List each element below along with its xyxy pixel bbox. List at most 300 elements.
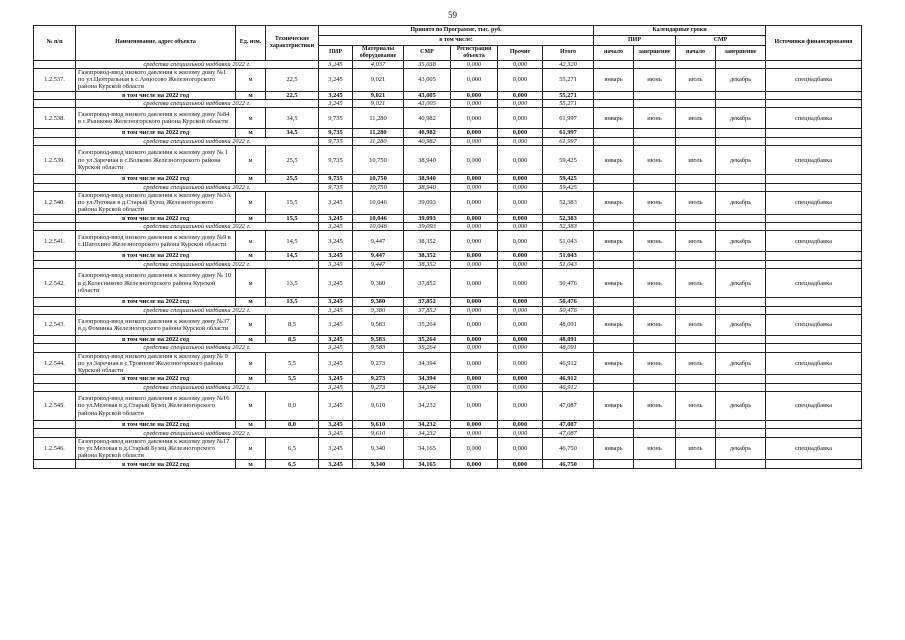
cell-registration: 0,000 [451, 191, 498, 214]
table-row-subtotal [34, 421, 862, 429]
cell [34, 344, 76, 352]
cell [676, 175, 716, 183]
cell-registration: 0,000 [451, 60, 498, 68]
cell [766, 460, 862, 468]
cell-registration: 0,000 [451, 146, 498, 175]
cell [34, 298, 76, 306]
cell-other: 0,000 [498, 108, 543, 129]
cell [716, 129, 766, 137]
unit: м [236, 335, 266, 343]
cell-total: 50,476 [543, 269, 594, 298]
table-row [34, 352, 862, 375]
object-name: Газопровод-ввод низкого давления к жилому дому № 10 в д.Колесниково Железногорского района Курской области [76, 269, 236, 298]
cell [634, 91, 676, 99]
cell-materials: 9,583 [353, 314, 404, 335]
cell-registration: 0,000 [451, 108, 498, 129]
smr-start: июль [676, 314, 716, 335]
unit: м [236, 146, 266, 175]
cell [766, 429, 862, 437]
source-label: средства специальной надбавки 2022 г. [76, 60, 319, 68]
cell [716, 429, 766, 437]
cell-total: 42,320 [543, 60, 594, 68]
table-row [34, 269, 862, 298]
pir-start: январь [594, 314, 634, 335]
cell-total: 51,043 [543, 260, 594, 268]
cell-reg: 0,000 [451, 344, 498, 352]
cell-materials: 9,380 [353, 306, 404, 314]
funding-source: спецнадбавка [766, 392, 862, 421]
header-total: Итого [543, 46, 594, 61]
item-number: 1.2.542. [34, 269, 76, 298]
cell-other: 0,000 [498, 383, 543, 391]
cell [34, 421, 76, 429]
smr-start: июль [676, 269, 716, 298]
cell [766, 252, 862, 260]
smr-end: декабрь [716, 231, 766, 252]
cell [676, 129, 716, 137]
smr-start: июль [676, 68, 716, 91]
table-row [34, 231, 862, 252]
tech-value: 8,5 [266, 335, 319, 343]
smr-start: июль [676, 352, 716, 375]
tech-value: 5,5 [266, 375, 319, 383]
cell-reg: 0,000 [451, 99, 498, 107]
cell-smr: 39,093 [404, 222, 451, 230]
unit: м [236, 252, 266, 260]
item-number: 1.2.546. [34, 437, 76, 460]
cell-total: 59,425 [543, 183, 594, 191]
cell [676, 298, 716, 306]
table-row [34, 191, 862, 214]
cell [766, 183, 862, 191]
cell-other: 0,000 [498, 460, 543, 468]
cell-smr: 35,264 [404, 314, 451, 335]
header-start: начало [594, 46, 634, 61]
cell [676, 260, 716, 268]
cell-total: 61,997 [543, 129, 594, 137]
unit: м [236, 375, 266, 383]
cell [634, 222, 676, 230]
header-num: № п/п [34, 26, 76, 61]
object-name: Газопровод-ввод низкого давления к жилому дому № 9 по ул.Заречная в с.Троянове Железногорского района Курской области [76, 352, 236, 375]
cell-total: 55,271 [543, 68, 594, 91]
cell [716, 335, 766, 343]
header-accepted: Принято по Программе, тыс. руб. [319, 26, 594, 36]
tech-value: 22,5 [266, 91, 319, 99]
cell-total: 50,476 [543, 306, 594, 314]
table-row-source [34, 429, 862, 437]
cell-reg: 0,000 [451, 335, 498, 343]
tech-value: 13,5 [266, 269, 319, 298]
cell [34, 60, 76, 68]
cell-other: 0,000 [498, 60, 543, 68]
cell [634, 383, 676, 391]
header-smr: СМР [404, 46, 451, 61]
cell [676, 137, 716, 145]
cell [634, 429, 676, 437]
cell-pir: 3,245 [319, 306, 353, 314]
cell-materials: 10,046 [353, 191, 404, 214]
table-row-subtotal [34, 375, 862, 383]
source-label: средства специальной надбавки 2022 г. [76, 222, 319, 230]
cell-smr: 34,394 [404, 383, 451, 391]
funding-source: спецнадбавка [766, 68, 862, 91]
cell-other: 0,000 [498, 129, 543, 137]
subtotal-label: в том числе на 2022 год [76, 252, 236, 260]
cell-pir: 3,245 [319, 222, 353, 230]
tech-value: 14,5 [266, 252, 319, 260]
pir-start: январь [594, 108, 634, 129]
smr-end: декабрь [716, 269, 766, 298]
cell [766, 175, 862, 183]
unit: м [236, 460, 266, 468]
funding-source: спецнадбавка [766, 314, 862, 335]
cell [716, 344, 766, 352]
cell-pir: 3,245 [319, 260, 353, 268]
cell [594, 421, 634, 429]
cell [34, 99, 76, 107]
cell [676, 306, 716, 314]
cell-pir: 3,245 [319, 231, 353, 252]
cell-total: 61,997 [543, 137, 594, 145]
table-row-subtotal [34, 214, 862, 222]
cell-pir: 9,735 [319, 146, 353, 175]
tech-value: 6,5 [266, 437, 319, 460]
cell-other: 0,000 [498, 335, 543, 343]
pir-end: июнь [634, 352, 676, 375]
cell-smr: 40,982 [404, 108, 451, 129]
cell-smr: 38,352 [404, 252, 451, 260]
cell [594, 383, 634, 391]
cell [634, 335, 676, 343]
cell-smr: 35,264 [404, 335, 451, 343]
cell-materials: 9,273 [353, 352, 404, 375]
header-incl: в том числе: [319, 36, 594, 46]
cell-total: 46,750 [543, 437, 594, 460]
cell-materials: 10,046 [353, 222, 404, 230]
cell [766, 60, 862, 68]
cell-smr: 34,394 [404, 352, 451, 375]
pir-start: январь [594, 352, 634, 375]
cell-smr: 38,940 [404, 183, 451, 191]
funding-source: спецнадбавка [766, 437, 862, 460]
item-number: 1.2.543. [34, 314, 76, 335]
cell-registration: 0,000 [451, 68, 498, 91]
cell-reg: 0,000 [451, 298, 498, 306]
smr-start: июль [676, 191, 716, 214]
cell [34, 429, 76, 437]
tech-value: 14,5 [266, 231, 319, 252]
pir-start: январь [594, 437, 634, 460]
object-name: Газопровод-ввод низкого давления к жилому дому № 1 по ул.Заречная в с.Волково Железногорского района Курской области [76, 146, 236, 175]
cell-materials: 9,273 [353, 383, 404, 391]
cell-smr: 34,165 [404, 460, 451, 468]
subtotal-label: в том числе на 2022 год [76, 91, 236, 99]
cell-materials: 9,340 [353, 460, 404, 468]
table-row [34, 392, 862, 421]
cell-pir: 3,245 [319, 252, 353, 260]
cell-smr: 39,093 [404, 214, 451, 222]
cell-total: 51,043 [543, 252, 594, 260]
object-name: Газопровод-ввод низкого давления к жилому дому №84 в с.Рышково Железногорского района Курской области [76, 108, 236, 129]
cell-materials: 9,447 [353, 260, 404, 268]
cell-reg: 0,000 [451, 429, 498, 437]
cell-pir: 3,245 [319, 429, 353, 437]
unit: м [236, 129, 266, 137]
cell-smr: 34,232 [404, 421, 451, 429]
cell-other: 0,000 [498, 260, 543, 268]
cell-materials: 9,583 [353, 344, 404, 352]
cell [594, 60, 634, 68]
source-label: средства специальной надбавки 2022 г. [76, 429, 319, 437]
cell-materials: 11,280 [353, 137, 404, 145]
cell-reg: 0,000 [451, 252, 498, 260]
cell-reg: 0,000 [451, 421, 498, 429]
funding-source: спецнадбавка [766, 108, 862, 129]
cell-pir: 3,245 [319, 437, 353, 460]
cell-materials: 9,021 [353, 91, 404, 99]
cell-materials: 10,750 [353, 146, 404, 175]
pir-start: январь [594, 392, 634, 421]
object-name: Газопровод-ввод низкого давления к жилому дому №17 по ул.Меловая в д.Старый Бузец Железногорского района Курской области [76, 437, 236, 460]
smr-start: июль [676, 108, 716, 129]
object-name: Газопровод-ввод низкого давления к жилому дому №1 по ул.Центральная в с.Анцосово Железногорского района Курской области [76, 68, 236, 91]
cell [634, 344, 676, 352]
cell [594, 137, 634, 145]
cell [716, 183, 766, 191]
cell [634, 460, 676, 468]
funding-source: спецнадбавка [766, 269, 862, 298]
cell-total: 52,383 [543, 222, 594, 230]
header-other: Прочие [498, 46, 543, 61]
cell [34, 222, 76, 230]
cell-materials: 4,037 [353, 60, 404, 68]
pir-end: июнь [634, 146, 676, 175]
table-row [34, 314, 862, 335]
cell-pir: 3,245 [319, 68, 353, 91]
smr-end: декабрь [716, 191, 766, 214]
cell-smr: 35,038 [404, 60, 451, 68]
cell-other: 0,000 [498, 222, 543, 230]
subtotal-label: в том числе на 2022 год [76, 129, 236, 137]
cell-total: 46,750 [543, 460, 594, 468]
cell [716, 460, 766, 468]
cell [716, 99, 766, 107]
cell-total: 47,087 [543, 421, 594, 429]
cell [716, 175, 766, 183]
smr-end: декабрь [716, 68, 766, 91]
cell [634, 306, 676, 314]
cell [594, 129, 634, 137]
cell-pir: 3,245 [319, 421, 353, 429]
cell [676, 460, 716, 468]
subtotal-label: в том числе на 2022 год [76, 421, 236, 429]
cell-materials: 10,046 [353, 214, 404, 222]
cell-other: 0,000 [498, 183, 543, 191]
cell-other: 0,000 [498, 429, 543, 437]
cell-other: 0,000 [498, 344, 543, 352]
cell [716, 306, 766, 314]
cell [676, 183, 716, 191]
funding-source: спецнадбавка [766, 146, 862, 175]
cell [634, 99, 676, 107]
item-number: 1.2.544. [34, 352, 76, 375]
unit: м [236, 91, 266, 99]
cell-other: 0,000 [498, 191, 543, 214]
subtotal-label: в том числе на 2022 год [76, 335, 236, 343]
cell-smr: 34,232 [404, 392, 451, 421]
cell [676, 421, 716, 429]
tech-value: 34,5 [266, 129, 319, 137]
item-number: 1.2.540. [34, 191, 76, 214]
unit: м [236, 175, 266, 183]
cell-reg: 0,000 [451, 383, 498, 391]
cell-total: 55,271 [543, 99, 594, 107]
table-row-subtotal [34, 335, 862, 343]
subtotal-label: в том числе на 2022 год [76, 298, 236, 306]
cell-reg: 0,000 [451, 91, 498, 99]
cell-reg: 0,000 [451, 222, 498, 230]
cell [634, 175, 676, 183]
cell-pir: 3,245 [319, 335, 353, 343]
cell [594, 335, 634, 343]
cell [716, 137, 766, 145]
cell-pir: 9,735 [319, 175, 353, 183]
table-row-source [34, 260, 862, 268]
smr-start: июль [676, 392, 716, 421]
cell-materials: 9,610 [353, 421, 404, 429]
cell-smr: 37,852 [404, 306, 451, 314]
cell-smr: 40,982 [404, 137, 451, 145]
cell [34, 460, 76, 468]
cell [766, 306, 862, 314]
table-row [34, 437, 862, 460]
cell-reg: 0,000 [451, 260, 498, 268]
item-number: 1.2.537. [34, 68, 76, 91]
funding-source: спецнадбавка [766, 191, 862, 214]
unit: м [236, 314, 266, 335]
cell-smr: 43,005 [404, 91, 451, 99]
cell [634, 60, 676, 68]
pir-end: июнь [634, 437, 676, 460]
unit: м [236, 437, 266, 460]
cell-other: 0,000 [498, 437, 543, 460]
cell [594, 260, 634, 268]
cell-total: 47,087 [543, 429, 594, 437]
cell-reg: 0,000 [451, 375, 498, 383]
cell [766, 222, 862, 230]
tech-value: 6,5 [266, 460, 319, 468]
cell [34, 306, 76, 314]
cell [634, 375, 676, 383]
object-name: Газопровод-ввод низкого давления к жилому дому №3А по ул.Луговая в д.Старый Бузец Железногорского района Курской области [76, 191, 236, 214]
cell-other: 0,000 [498, 421, 543, 429]
cell [634, 260, 676, 268]
header-cal-smr: СМР [676, 36, 766, 46]
cell-smr: 40,982 [404, 129, 451, 137]
source-label: средства специальной надбавки 2022 г. [76, 137, 319, 145]
cell-registration: 0,000 [451, 231, 498, 252]
header-pir: ПИР [319, 46, 353, 61]
page-number: 59 [448, 10, 457, 20]
cell-reg: 0,000 [451, 183, 498, 191]
cell-reg: 0,000 [451, 175, 498, 183]
cell-smr: 38,352 [404, 231, 451, 252]
cell-pir: 3,245 [319, 99, 353, 107]
cell [594, 375, 634, 383]
cell [594, 99, 634, 107]
cell [766, 260, 862, 268]
subtotal-label: в том числе на 2022 год [76, 375, 236, 383]
table-body [34, 60, 862, 468]
cell-smr: 34,232 [404, 429, 451, 437]
cell [676, 429, 716, 437]
object-name: Газопровод-ввод низкого давления к жилому дому №37 в д.Фоминка Железногорского района Курской области [76, 314, 236, 335]
smr-end: декабрь [716, 392, 766, 421]
cell [716, 252, 766, 260]
cell-smr: 35,264 [404, 344, 451, 352]
cell-total: 51,043 [543, 231, 594, 252]
cell-pir: 3,245 [319, 269, 353, 298]
cell [676, 60, 716, 68]
cell-reg: 0,000 [451, 306, 498, 314]
tech-value: 5,5 [266, 352, 319, 375]
cell-total: 61,997 [543, 108, 594, 129]
table-row-subtotal [34, 298, 862, 306]
unit: м [236, 191, 266, 214]
unit: м [236, 214, 266, 222]
tech-value: 8,5 [266, 314, 319, 335]
cell-materials: 9,380 [353, 298, 404, 306]
item-number: 1.2.541. [34, 231, 76, 252]
cell-smr: 34,394 [404, 375, 451, 383]
cell-pir: 3,245 [319, 298, 353, 306]
cell-total: 52,383 [543, 191, 594, 214]
cell [676, 91, 716, 99]
table-row-source [34, 344, 862, 352]
cell [766, 375, 862, 383]
cell-other: 0,000 [498, 352, 543, 375]
cell-pir: 3,245 [319, 214, 353, 222]
funding-source: спецнадбавка [766, 231, 862, 252]
cell [594, 252, 634, 260]
cell-other: 0,000 [498, 298, 543, 306]
cell-pir: 3,245 [319, 60, 353, 68]
header-tech: Технические характеристики [266, 26, 319, 61]
cell [676, 344, 716, 352]
cell-smr: 38,940 [404, 146, 451, 175]
table-row-source [34, 306, 862, 314]
cell [676, 99, 716, 107]
pir-end: июнь [634, 68, 676, 91]
header-calendar: Календарные сроки [594, 26, 766, 36]
cell-smr: 38,940 [404, 175, 451, 183]
cell-materials: 9,447 [353, 252, 404, 260]
cell-materials: 9,610 [353, 392, 404, 421]
source-label: средства специальной надбавки 2022 г. [76, 183, 319, 191]
table-row-subtotal [34, 129, 862, 137]
table-row-source [34, 183, 862, 191]
unit: м [236, 68, 266, 91]
cell [594, 460, 634, 468]
object-name: Газопровод-ввод низкого давления к жилому дому №9 в с.Шатохино Железногорского района Курской области [76, 231, 236, 252]
cell-total: 59,425 [543, 146, 594, 175]
smr-end: декабрь [716, 108, 766, 129]
cell-pir: 3,245 [319, 383, 353, 391]
cell-materials: 11,280 [353, 108, 404, 129]
unit: м [236, 269, 266, 298]
cell [716, 222, 766, 230]
